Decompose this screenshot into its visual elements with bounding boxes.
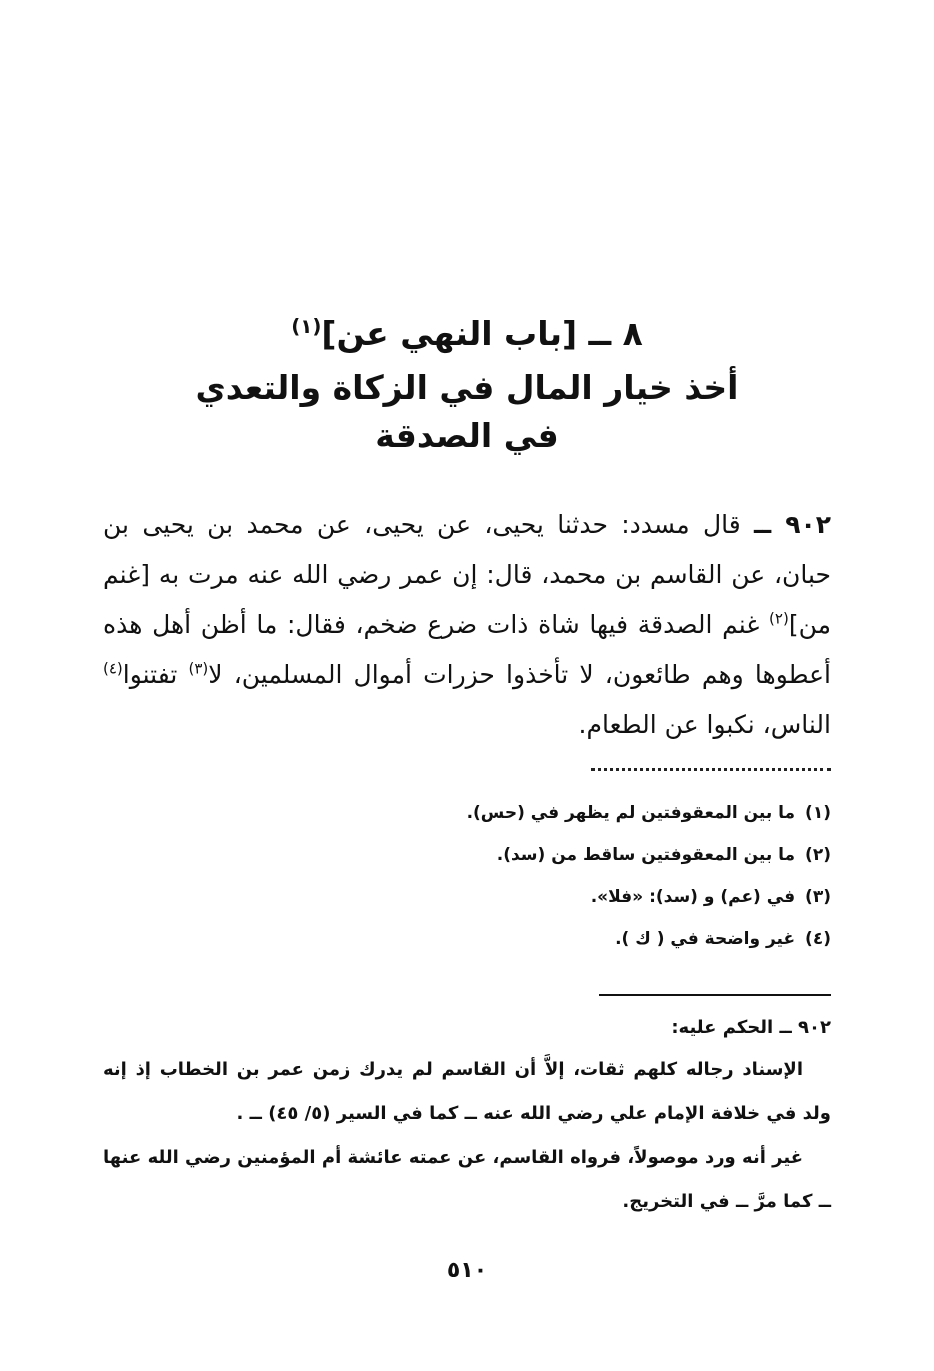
hadith-segment-1: قال مسدد: حدثنا يحيى، عن يحيى، عن محمد بن يحيى بن حبان، عن القاسم بن محمد، قال: إن عمر رضي الله عنه مرت به [غنم من] [103,510,831,639]
footnote-marker-2: (٢) [769,609,789,628]
footnotes-list [103,792,831,960]
chapter-heading-text: ٨ ــ [باب النهي عن] [321,314,643,353]
footnote-number: (٤) [805,929,831,949]
footnote-item [103,792,831,834]
chapter-title [180,310,754,460]
footnote-marker-3: (٣) [188,659,209,678]
footnote-item [103,834,831,876]
ruling-heading: ٩٠٢ ــ الحكم عليه: [671,1017,831,1038]
hadith-text [103,500,831,750]
hadith-segment-3: تفتنوا [122,660,189,689]
chapter-title-line1 [180,310,754,358]
page-number: ٥١٠ [446,1258,488,1283]
hadith-number: ٩٠٢ ــ [754,510,831,539]
ruling-paragraph-1: الإسناد رجاله كلهم ثقات، إلاَّ أن القاسم لم يدرك زمن عمر بن الخطاب إذ إنه ولد في خلافة الإمام علي رضي الله عنه ــ كما في السير (٥/ ٤٥) ــ . [103,1059,831,1124]
footnote-text: في (عم) و (سد): «فلا». [590,887,796,907]
footnote-marker-1: (١) [291,315,322,338]
footnote-text: ما بين المعقوفتين لم يظهر في (حس). [466,803,796,823]
ruling-section [103,1008,831,1224]
footnote-number: (١) [805,803,831,823]
chapter-title-line2: أخذ خيار المال في الزكاة والتعدي في الصدقة [195,368,739,455]
footnote-text: غير واضحة في ( ك ). [615,929,796,949]
footnote-number: (٣) [805,887,831,907]
ruling-separator-line [599,994,831,996]
footnote-separator-dots [591,768,831,771]
footnote-marker-4: (٤) [103,659,123,678]
hadith-segment-2: غنم الصدقة فيها شاة ذات ضرع ضخم، فقال: ما أظن أهل هذه أعطوها وهم طائعون، لا تأخذوا حزرات أموال المسلمين، لا [103,610,831,689]
footnote-item [103,918,831,960]
ruling-paragraph-2: غير أنه ورد موصولاً، فرواه القاسم، عن عمته عائشة أم المؤمنين رضي الله عنها ــ كما مرَّ ــ في التخريج. [103,1147,831,1212]
footnote-number: (٢) [805,845,831,865]
footnote-item [103,876,831,918]
footnote-text: ما بين المعقوفتين ساقط من (سد). [496,845,796,865]
hadith-segment-4: الناس، نكبوا عن الطعام. [578,710,831,739]
